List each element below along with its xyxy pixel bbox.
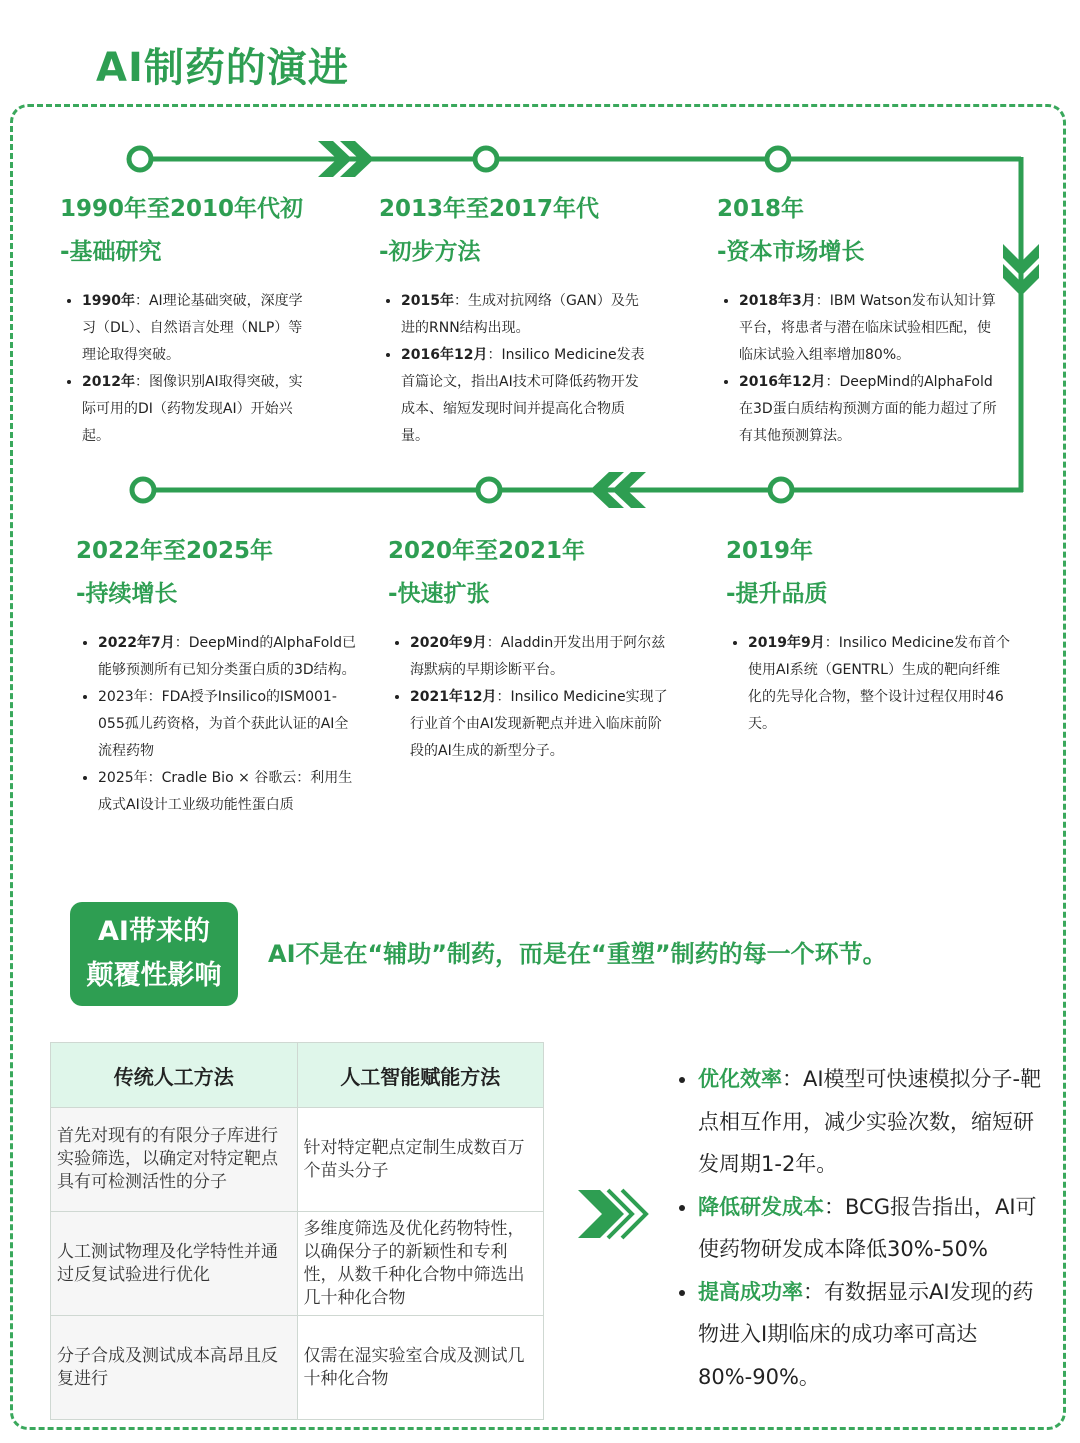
event-date: 1990年 (82, 293, 135, 309)
period-subtitle: -持续增长 (76, 581, 178, 607)
event-text: ：DeepMind的AlphaFold已能够预测所有已知分类蛋白质的3D结构。 (98, 635, 357, 678)
event-item (98, 684, 362, 765)
period-events (726, 630, 1010, 738)
event-item (410, 630, 672, 684)
event-date: 2016年12月 (401, 347, 488, 363)
benefit-text: ：AI模型可快速模拟分子-靶点相互作用，减少实验次数，缩短研发周期1-2年。 (698, 1067, 1042, 1176)
event-date: 2016年12月 (739, 374, 826, 390)
event-text: ：生成对抗网络（GAN）及先进的RNN结构出现。 (401, 293, 639, 336)
page-title: AI制药的演进 (96, 45, 349, 91)
event-item (739, 288, 999, 369)
event-text: ：Aladdin开发出用于阿尔兹海默病的早期诊断平台。 (410, 635, 666, 678)
benefit-item (698, 1271, 1050, 1399)
event-text: ：AI理论基础突破，深度学习（DL）、自然语言处理（NLP）等理论取得突破。 (82, 293, 303, 363)
impact-badge-line2: 颠覆性影响 (86, 960, 222, 991)
event-item (748, 630, 1010, 738)
event-item (82, 369, 310, 450)
event-text: ：图像识别AI取得突破，实际可用的DI（药物发现AI）开始兴起。 (82, 374, 303, 444)
timeline-period (388, 530, 672, 765)
event-date: 2012年 (82, 374, 135, 390)
event-date: 2018年3月 (739, 293, 816, 309)
period-title: 2019年 (726, 538, 814, 564)
period-title: 2018年 (717, 196, 805, 222)
timeline-node (770, 479, 792, 501)
impact-slogan: AI不是在“辅助”制药，而是在“重塑”制药的每一个环节。 (268, 940, 887, 968)
event-item (82, 288, 310, 369)
event-text: 2023年：FDA授予Insilico的ISM001-055孤儿药资格，为首个获此认证的AI全流程药物 (98, 689, 349, 759)
column-header: 人工智能赋能方法 (297, 1043, 544, 1108)
period-title: 2020年至2021年 (388, 538, 586, 564)
period-title: 2022年至2025年 (76, 538, 274, 564)
event-text: ：Insilico Medicine发布首个使用AI系统（GENTRL）生成的靶向纤维化的先导化合物，整个设计过程仅用时46天。 (748, 635, 1010, 732)
period-events (717, 288, 999, 450)
period-subtitle: -提升品质 (726, 581, 828, 607)
event-date: 2019年9月 (748, 635, 825, 651)
impact-badge-line1: AI带来的 (98, 916, 210, 947)
impact-badge (70, 902, 238, 1006)
benefit-text: ：BCG报告指出，AI可使药物研发成本降低30%-50% (698, 1194, 1037, 1261)
period-events (60, 288, 310, 450)
table-row (51, 1212, 544, 1316)
table-cell: 人工测试物理及化学特性并通过反复试验进行优化 (51, 1212, 298, 1316)
event-item (401, 288, 651, 342)
timeline-node (478, 479, 500, 501)
event-date: 2015年 (401, 293, 454, 309)
table-row (51, 1316, 544, 1420)
chevron-right-icon (578, 1188, 650, 1240)
period-title: 2013年至2017年代 (379, 196, 600, 222)
timeline-node (767, 148, 789, 170)
period-events (379, 288, 651, 450)
event-date: 2022年7月 (98, 635, 175, 651)
benefit-item (698, 1186, 1050, 1271)
timeline-node (475, 148, 497, 170)
benefit-title: 优化效率 (698, 1067, 782, 1091)
period-title: 1990年至2010年代初 (60, 196, 304, 222)
event-text: ：IBM Watson发布认知计算平台，将患者与潜在临床试验相匹配，使临床试验入组率增加80%。 (739, 293, 996, 363)
event-text: ：DeepMind的AlphaFold在3D蛋白质结构预测方面的能力超过了所有其他预测算法。 (739, 374, 997, 444)
table-cell: 仅需在湿实验室合成及测试几十种化合物 (297, 1316, 544, 1420)
event-text: 2025年：Cradle Bio × 谷歌云：利用生成式AI设计工业级功能性蛋白质 (98, 770, 353, 813)
event-date: 2021年12月 (410, 689, 497, 705)
period-subtitle: -初步方法 (379, 239, 481, 265)
timeline-node (129, 148, 151, 170)
table-row (51, 1108, 544, 1212)
period-events (388, 630, 672, 765)
timeline-period (717, 188, 999, 450)
event-text: ：Insilico Medicine发表首篇论文，指出AI技术可降低药物开发成本、缩短发现时间并提高化合物质量。 (401, 347, 645, 444)
table-cell: 首先对现有的有限分子库进行实验筛选，以确定对特定靶点具有可检测活性的分子 (51, 1108, 298, 1212)
period-subtitle: -快速扩张 (388, 581, 490, 607)
timeline-period (76, 530, 362, 819)
benefit-item (698, 1058, 1050, 1186)
benefits-list (670, 1058, 1050, 1398)
timeline-period (60, 188, 310, 450)
event-text: ：Insilico Medicine实现了行业首个由AI发现新靶点并进入临床前阶段的AI生成的新型分子。 (410, 689, 668, 759)
table-header-row (51, 1043, 544, 1108)
period-events (76, 630, 362, 819)
event-item (739, 369, 999, 450)
event-item (98, 630, 362, 684)
benefit-text: ：有数据显示AI发现的药物进入I期临床的成功率可高达80%-90%。 (698, 1279, 1034, 1389)
benefit-title: 降低研发成本 (698, 1194, 824, 1219)
benefit-title: 提高成功率 (698, 1279, 803, 1304)
comparison-table (50, 1042, 544, 1420)
event-item (410, 684, 672, 765)
event-item (98, 765, 362, 819)
table-cell: 分子合成及测试成本高昂且反复进行 (51, 1316, 298, 1420)
timeline-node (132, 479, 154, 501)
period-subtitle: -资本市场增长 (717, 239, 865, 265)
event-item (401, 342, 651, 450)
event-date: 2020年9月 (410, 635, 487, 651)
timeline-period (726, 530, 1010, 738)
column-header: 传统人工方法 (51, 1043, 298, 1108)
table-cell: 多维度筛选及优化药物特性，以确保分子的新颖性和专利性，从数千种化合物中筛选出几十种化合物 (297, 1212, 544, 1316)
period-subtitle: -基础研究 (60, 239, 162, 265)
timeline-period (379, 188, 651, 450)
table-cell: 针对特定靶点定制生成数百万个苗头分子 (297, 1108, 544, 1212)
